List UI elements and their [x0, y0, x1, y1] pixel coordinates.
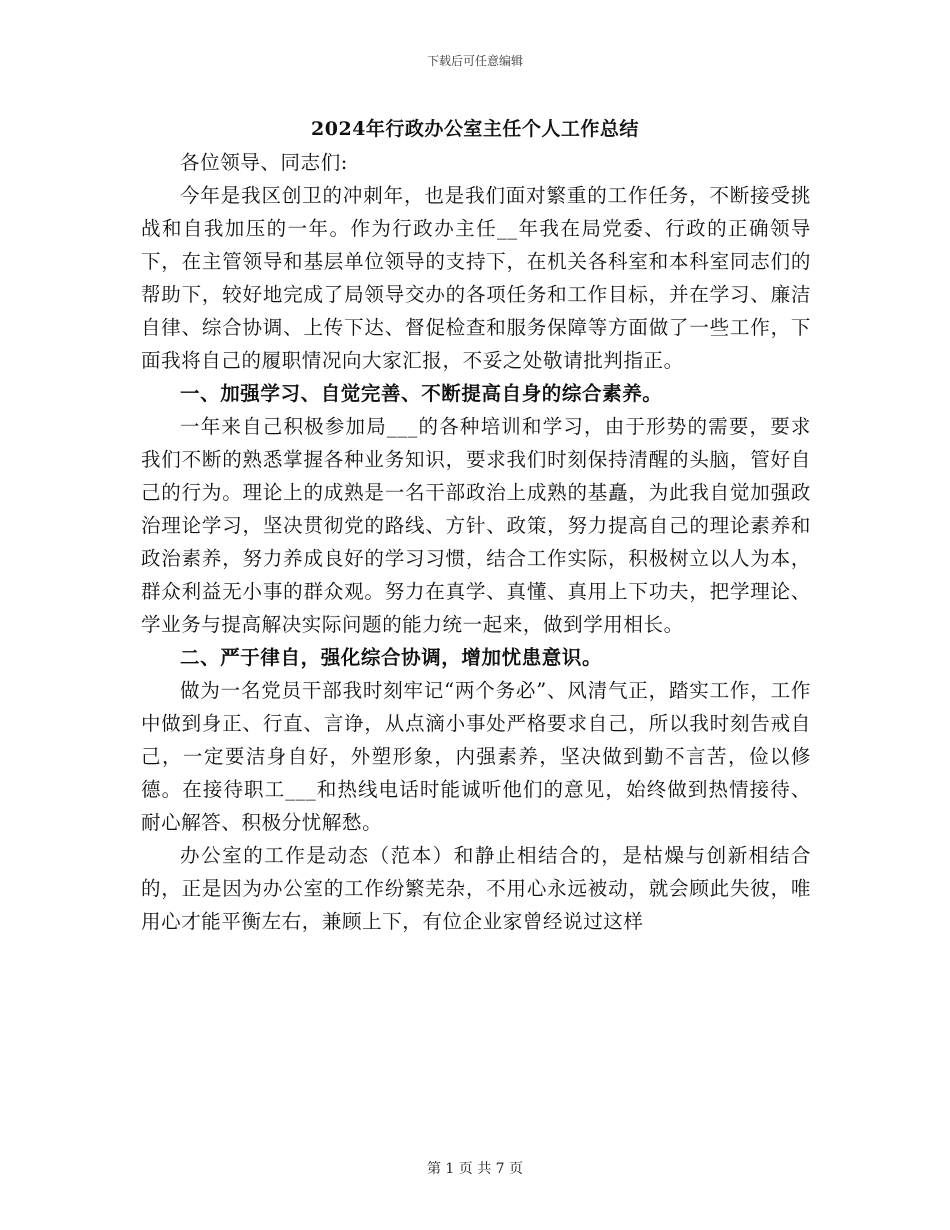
page-header-note: 下载后可任意编辑 [426, 54, 523, 68]
page-number: 第 1 页 共 7 页 [426, 1161, 524, 1177]
document-title: 2024年行政办公室主任个人工作总结 [311, 118, 639, 140]
document-body [141, 146, 811, 938]
section-2-paragraph-2: 办公室的工作是动态（范本）和静止相结合的，是枯燥与创新相结合的，正是因为办公室的工作纷繁芜杂，不用心永远被动，就会顾此失彼，唯用心才能平衡左右，兼顾上下，有位企业家曾经说过这样 [141, 844, 811, 933]
section-heading-1: 一、加强学习、自觉完善、不断提高自身的综合素养。 [180, 382, 663, 405]
section-heading-2: 二、严于律自，强化综合协调，增加忧患意识。 [180, 646, 603, 669]
salutation-paragraph: 各位领导、同志们: [180, 151, 348, 174]
section-1-paragraph: 一年来自己积极参加局___的各种培训和学习，由于形势的需要，要求我们不断的熟悉掌握各种业务知识，要求我们时刻保持清醒的头脑，管好自己的行为。理论上的成熟是一名干部政治上成熟的基矗，为此我自觉加强政治理论学习，坚决贯彻党的路线、方针、政策，努力提高自己的理论素养和政治素养，努力养成良好的学习习惯，结合工作实际，积极树立以人为本，群众利益无小事的群众观。努力在真学、真懂、真用上下功夫，把学理论、学业务与提高解决实际问题的能力统一起来，做到学用相长。 [141, 415, 811, 636]
intro-paragraph: 今年是我区创卫的冲刺年，也是我们面对繁重的工作任务，不断接受挑战和自我加压的一年。作为行政办主任__年我在局党委、行政的正确领导下，在主管领导和基层单位领导的支持下，在机关各科室和本科室同志们的帮助下，较好地完成了局领导交办的各项任务和工作目标，并在学习、廉洁自律、综合协调、上传下达、督促检查和服务保障等方面做了一些工作，下面我将自己的履职情况向大家汇报，不妥之处敬请批判指正。 [141, 184, 811, 372]
section-2-paragraph-1: 做为一名党员干部我时刻牢记“两个务必”、风清气正，踏实工作，工作中做到身正、行直、言诤，从点滴小事处严格要求自己，所以我时刻告戒自己，一定要洁身自好，外塑形象，内强素养，坚决做到勤不言苦，俭以修德。在接待职工___和热线电话时能诚听他们的意见，始终做到热情接待、耐心解答、积极分忧解愁。 [141, 679, 811, 834]
